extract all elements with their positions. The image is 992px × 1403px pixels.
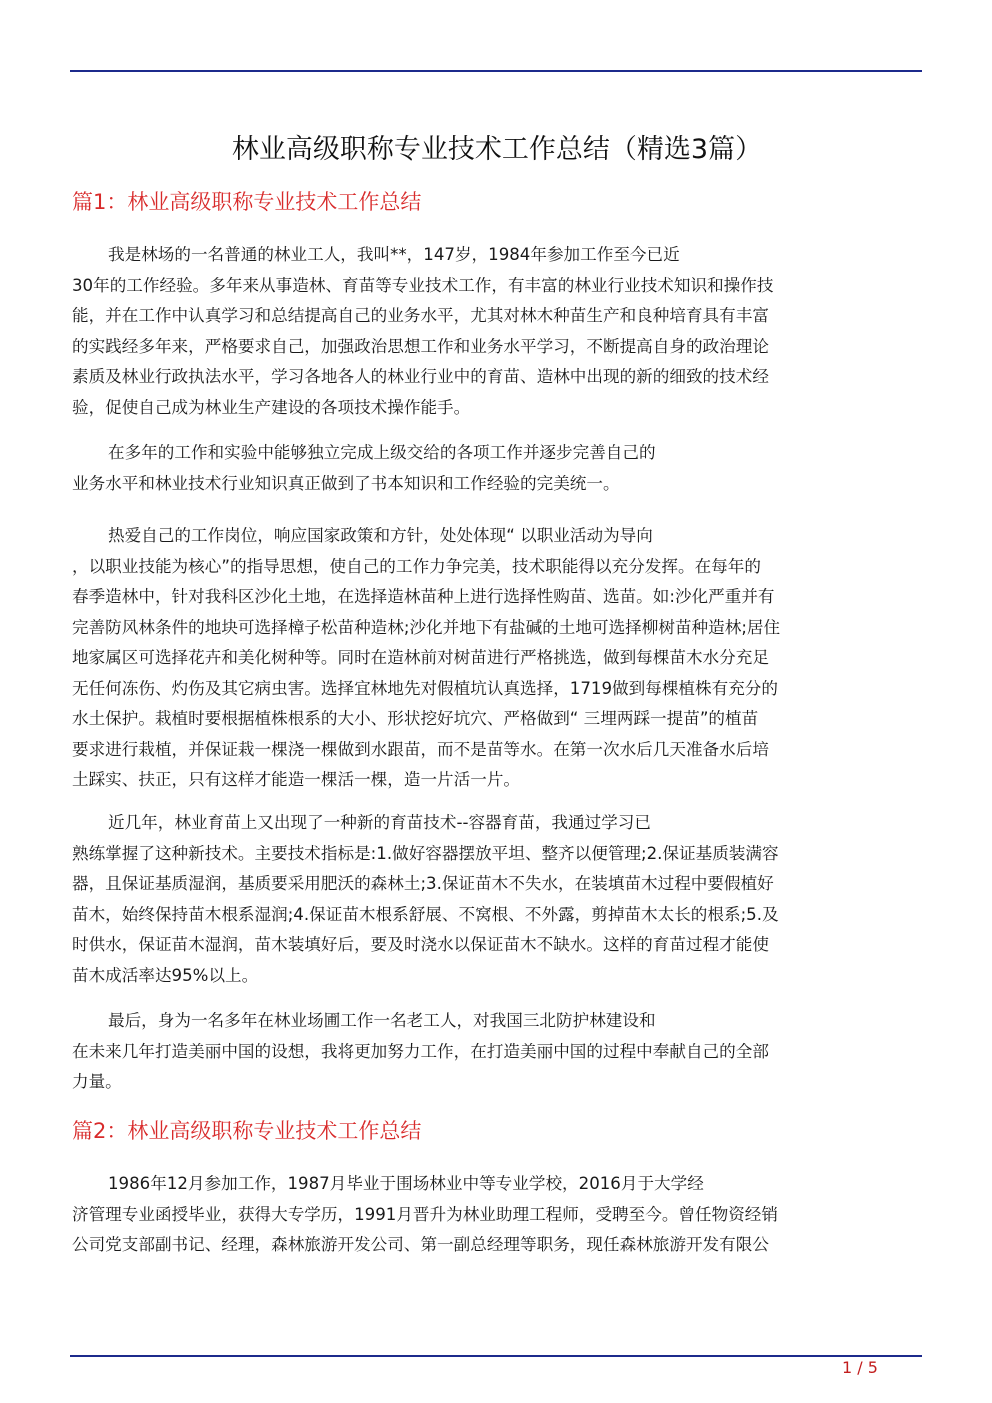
text-line: 器，且保证基质湿润，基质要采用肥沃的森林土;3.保证苗木不失水，在装填苗木过程中要假植好 <box>72 874 774 893</box>
text-line: 热爱自己的工作岗位，响应国家政策和方针，处处体现“ 以职业活动为导向 <box>108 526 653 545</box>
text-line: 1986年12月参加工作，1987月毕业于围场林业中等专业学校，2016月于大学经 <box>108 1174 704 1193</box>
text-line: 春季造林中，针对我科区沙化土地，在选择造林苗种上进行选择性购苗、选苗。如:沙化严重并有 <box>72 587 775 606</box>
text-line: 完善防风林条件的地块可选择樟子松苗种造林;沙化并地下有盐碱的土地可选择柳树苗种造林;居住 <box>72 617 781 637</box>
text-line: 近几年，林业育苗上又出现了一种新的育苗技术--容器育苗，我通过学习已 <box>108 813 651 832</box>
section-1-paragraph-5 <box>72 1006 920 1098</box>
text-line: 能，并在工作中认真学习和总结提高自己的业务水平，尤其对林木种苗生产和良种培育具有丰富 <box>72 306 769 325</box>
text-line: 在多年的工作和实验中能够独立完成上级交给的各项工作并逐步完善自己的 <box>108 443 656 462</box>
document-title: 林业高级职称专业技术工作总结（精选3篇） <box>231 134 763 165</box>
text-line: 时供水，保证苗木湿润，苗木装填好后，要及时浇水以保证苗木不缺水。这样的育苗过程才能使 <box>72 935 769 954</box>
section-1-paragraph-3 <box>72 521 920 796</box>
text-line: 苗木，始终保持苗木根系湿润;4.保证苗木根系舒展、不窝根、不外露，剪掉苗木太长的根系;5.及 <box>72 904 779 924</box>
header-rule <box>70 70 922 72</box>
text-line: 要求进行栽植，并保证栽一棵浇一棵做到水跟苗，而不是苗等水。在第一次水后几天准备水后培 <box>72 739 769 759</box>
section-1-paragraph-2 <box>72 438 920 499</box>
text-line: 力量。 <box>72 1072 122 1091</box>
section-1-paragraph-1 <box>72 240 920 423</box>
section-1-heading: 篇1：林业高级职称专业技术工作总结 <box>72 190 422 214</box>
text-line: 验，促使自己成为林业生产建设的各项技术操作能手。 <box>72 397 471 417</box>
text-line: 素质及林业行政执法水平，学习各地各人的林业行业中的育苗、造林中出现的新的细致的技术经 <box>72 367 769 386</box>
text-line: 熟练掌握了这种新技术。主要技术指标是:1.做好容器摆放平坦、整齐以便管理;2.保证基质装满容 <box>72 843 779 863</box>
text-line: 地家属区可选择花卉和美化树种等。同时在造林前对树苗进行严格挑选，做到每棵苗木水分充足 <box>72 648 769 667</box>
section-2-heading: 篇2：林业高级职称专业技术工作总结 <box>72 1119 422 1143</box>
text-line: 苗木成活率达95%以上。 <box>72 965 259 985</box>
text-line: 公司党支部副书记、经理，森林旅游开发公司、第一副总经理等职务，现任森林旅游开发有限公 <box>72 1235 769 1254</box>
text-line: 无任何冻伤、灼伤及其它病虫害。选择宜林地先对假植坑认真选择，1719做到每棵植株有充分的 <box>72 678 778 698</box>
text-line: 30年的工作经验。多年来从事造林、育苗等专业技术工作，有丰富的林业行业技术知识和操作技 <box>72 275 774 295</box>
text-line: 业务水平和林业技术行业知识真正做到了书本知识和工作经验的完美统一。 <box>72 473 620 493</box>
section-2-paragraph-1 <box>72 1169 920 1261</box>
text-line: 的实践经多年来，严格要求自己，加强政治思想工作和业务水平学习，不断提高自身的政治理论 <box>72 336 769 356</box>
text-line: 最后，身为一名多年在林业场圃工作一名老工人，对我国三北防护林建设和 <box>108 1011 656 1030</box>
text-line: 济管理专业函授毕业，获得大专学历，1991月晋升为林业助理工程师，受聘至今。曾任物资经销 <box>72 1204 778 1224</box>
text-line: 水土保护。栽植时要根据植株根系的大小、形状挖好坑穴、严格做到“ 三埋两踩一提苗”的植苗 <box>72 709 759 728</box>
page-number: 1 / 5 <box>842 1358 878 1377</box>
footer-rule <box>70 1355 922 1357</box>
text-line: 在未来几年打造美丽中国的设想，我将更加努力工作，在打造美丽中国的过程中奉献自己的全部 <box>72 1041 769 1061</box>
text-line: 土踩实、扶正，只有这样才能造一棵活一棵，造一片活一片。 <box>72 770 521 789</box>
text-line: 我是林场的一名普通的林业工人，我叫**，147岁，1984年参加工作至今已近 <box>108 245 680 264</box>
section-1-paragraph-4 <box>72 808 920 991</box>
text-line: ，以职业技能为核心”的指导思想，使自己的工作力争完美，技术职能得以充分发挥。在每年的 <box>72 556 761 576</box>
